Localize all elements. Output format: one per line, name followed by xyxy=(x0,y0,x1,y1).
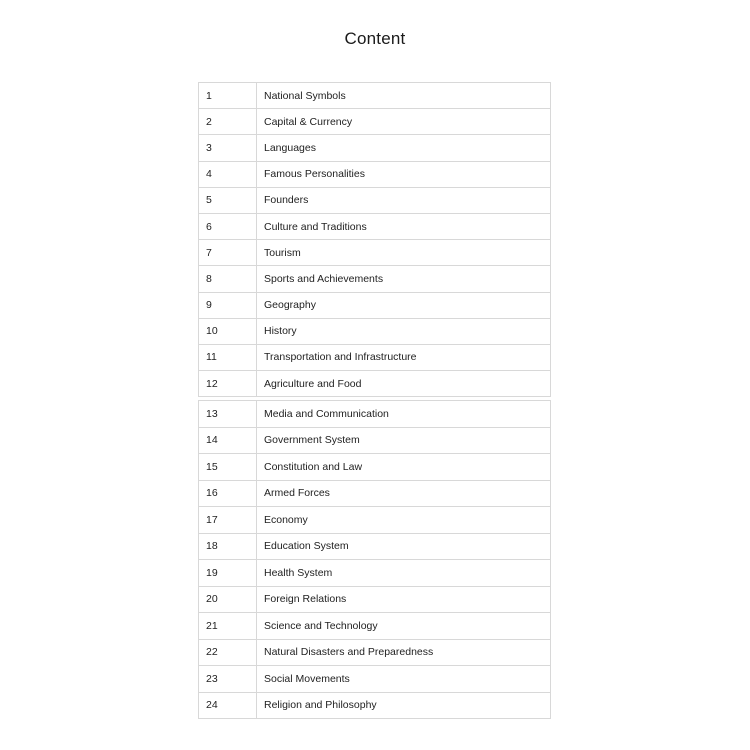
row-number: 18 xyxy=(199,533,257,560)
row-number: 15 xyxy=(199,454,257,481)
row-topic: History xyxy=(257,318,551,344)
row-number: 22 xyxy=(199,639,257,666)
table-row xyxy=(199,344,551,370)
row-topic: Sports and Achievements xyxy=(257,266,551,292)
row-number: 3 xyxy=(199,135,257,161)
row-number: 7 xyxy=(199,240,257,266)
row-topic: Famous Personalities xyxy=(257,161,551,187)
table-row xyxy=(199,240,551,266)
table-row xyxy=(199,161,551,187)
table-row xyxy=(199,371,551,397)
contents-table-body xyxy=(199,83,551,397)
row-topic: Natural Disasters and Preparedness xyxy=(257,639,551,666)
row-topic: Religion and Philosophy xyxy=(257,692,551,719)
table-row xyxy=(199,507,551,534)
row-number: 16 xyxy=(199,480,257,507)
table-row xyxy=(199,560,551,587)
row-number: 1 xyxy=(199,83,257,109)
row-topic: Media and Communication xyxy=(257,401,551,428)
table-row xyxy=(199,666,551,693)
row-topic: National Symbols xyxy=(257,83,551,109)
row-number: 4 xyxy=(199,161,257,187)
row-topic: Foreign Relations xyxy=(257,586,551,613)
row-number: 11 xyxy=(199,344,257,370)
table-row xyxy=(199,613,551,640)
table-row xyxy=(199,533,551,560)
row-number: 6 xyxy=(199,213,257,239)
table-row xyxy=(199,454,551,481)
row-number: 24 xyxy=(199,692,257,719)
table-row xyxy=(199,318,551,344)
row-topic: Founders xyxy=(257,187,551,213)
row-topic: Culture and Traditions xyxy=(257,213,551,239)
row-number: 19 xyxy=(199,560,257,587)
row-number: 12 xyxy=(199,371,257,397)
table-row xyxy=(199,135,551,161)
row-topic: Economy xyxy=(257,507,551,534)
contents-table-part-1 xyxy=(198,82,551,397)
row-topic: Languages xyxy=(257,135,551,161)
row-topic: Government System xyxy=(257,427,551,454)
row-number: 23 xyxy=(199,666,257,693)
row-topic: Constitution and Law xyxy=(257,454,551,481)
row-topic: Geography xyxy=(257,292,551,318)
row-number: 14 xyxy=(199,427,257,454)
row-topic: Capital & Currency xyxy=(257,109,551,135)
contents-table-body xyxy=(199,401,551,719)
table-row xyxy=(199,401,551,428)
table-row xyxy=(199,187,551,213)
table-row xyxy=(199,586,551,613)
row-number: 21 xyxy=(199,613,257,640)
row-number: 17 xyxy=(199,507,257,534)
table-row xyxy=(199,213,551,239)
row-topic: Science and Technology xyxy=(257,613,551,640)
row-number: 10 xyxy=(199,318,257,344)
row-topic: Transportation and Infrastructure xyxy=(257,344,551,370)
table-row xyxy=(199,83,551,109)
row-number: 2 xyxy=(199,109,257,135)
table-row xyxy=(199,480,551,507)
row-number: 20 xyxy=(199,586,257,613)
row-topic: Armed Forces xyxy=(257,480,551,507)
table-row xyxy=(199,266,551,292)
page-title: Content xyxy=(344,29,406,48)
row-number: 8 xyxy=(199,266,257,292)
row-topic: Social Movements xyxy=(257,666,551,693)
row-topic: Agriculture and Food xyxy=(257,371,551,397)
row-topic: Tourism xyxy=(257,240,551,266)
table-row xyxy=(199,639,551,666)
table-row xyxy=(199,692,551,719)
row-number: 13 xyxy=(199,401,257,428)
table-row xyxy=(199,292,551,318)
contents-table-part-2 xyxy=(198,400,551,719)
row-number: 5 xyxy=(199,187,257,213)
table-row xyxy=(199,427,551,454)
row-topic: Education System xyxy=(257,533,551,560)
row-topic: Health System xyxy=(257,560,551,587)
row-number: 9 xyxy=(199,292,257,318)
table-row xyxy=(199,109,551,135)
